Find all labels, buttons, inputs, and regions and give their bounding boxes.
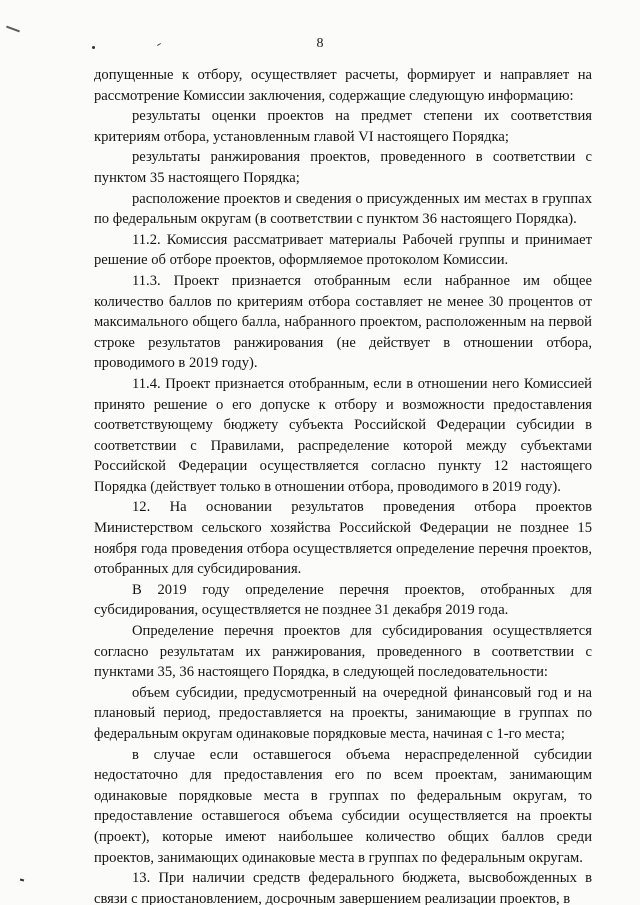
paragraph: 11.2. Комиссия рассматривает материалы Рабочей группы и принимает решение об отборе проектов, оформляемое протоколом Комиссии. <box>94 231 592 269</box>
paragraph: Определение перечня проектов для субсидирования осуществляется согласно результатам их ранжирования, проведенного в соответствии с пунктами 35, 36 настоящего Порядка, в следующей последовательности: <box>94 623 592 681</box>
paragraph: в случае если оставшегося объема нераспределенной субсидии недостаточно для предоставления его по всем проектам, занимающим одинаковые порядковые места в группах по федеральным округам, то предоставление оставшегося объема субсидии осуществляется на проекты (проект), которые имеют наибольшее количество общих баллов среди проектов, занимающих одинаковые места в группах по федеральным округам. <box>94 746 592 866</box>
paragraph: объем субсидии, предусмотренный на очередной финансовый год и на плановый период, предоставляется на проекты, занимающие в группах по федеральным округам одинаковые порядковые места, начиная с 1-го места; <box>94 684 592 742</box>
paragraph: допущенные к отбору, осуществляет расчеты, формирует и направляет на рассмотрение Комиссии заключения, содержащие следующую информацию: <box>94 67 592 104</box>
document-body <box>94 65 592 905</box>
paragraph: В 2019 году определение перечня проектов, отобранных для субсидирования, осуществляется не позднее 31 декабря 2019 года. <box>94 581 592 619</box>
paragraph: результаты ранжирования проектов, проведенного в соответствии с пунктом 35 настоящего Порядка; <box>94 149 592 186</box>
scan-artifact <box>20 879 24 882</box>
paragraph: расположение проектов и сведения о присужденных им местах в группах по федеральным округам (в соответствии с пунктом 36 настоящего Порядка). <box>94 190 592 228</box>
paragraph: 12. На основании результатов проведения отбора проектов Министерством сельского хозяйства Российской Федерации не позднее 15 ноября года проведения отбора осуществляется определение перечня проектов, отобранных для субсидирования. <box>94 499 592 578</box>
page-number: 8 <box>316 36 324 51</box>
paragraph: 11.4. Проект признается отобранным, если в отношении него Комиссией принято решение о его допуске к отбору и возможности предоставления соответствующему бюджету субъекта Российской Федерации субсидии в соответствии с Правилами, распределение которой между субъектами Российской Федерации осуществляется согласно пункту 12 настоящего Порядка (действует только в отношении отбора, проводимого в 2019 году). <box>94 375 592 495</box>
paragraph: 13. При наличии средств федерального бюджета, высвобожденных в связи с приостановлением, досрочным завершением реализации проектов, в <box>94 870 592 905</box>
paragraph: результаты оценки проектов на предмет степени их соответствия критериям отбора, установленным главой VI настоящего Порядка; <box>94 108 592 145</box>
paragraph: 11.3. Проект признается отобранным если набранное им общее количество баллов по критериям отбора составляет не менее 30 процентов от максимального общего балла, набранного проектом, расположенным на первой строке результатов ранжирования (не действует в отношении отбора, проводимого в 2019 году). <box>94 272 592 372</box>
scan-artifact <box>6 26 20 33</box>
